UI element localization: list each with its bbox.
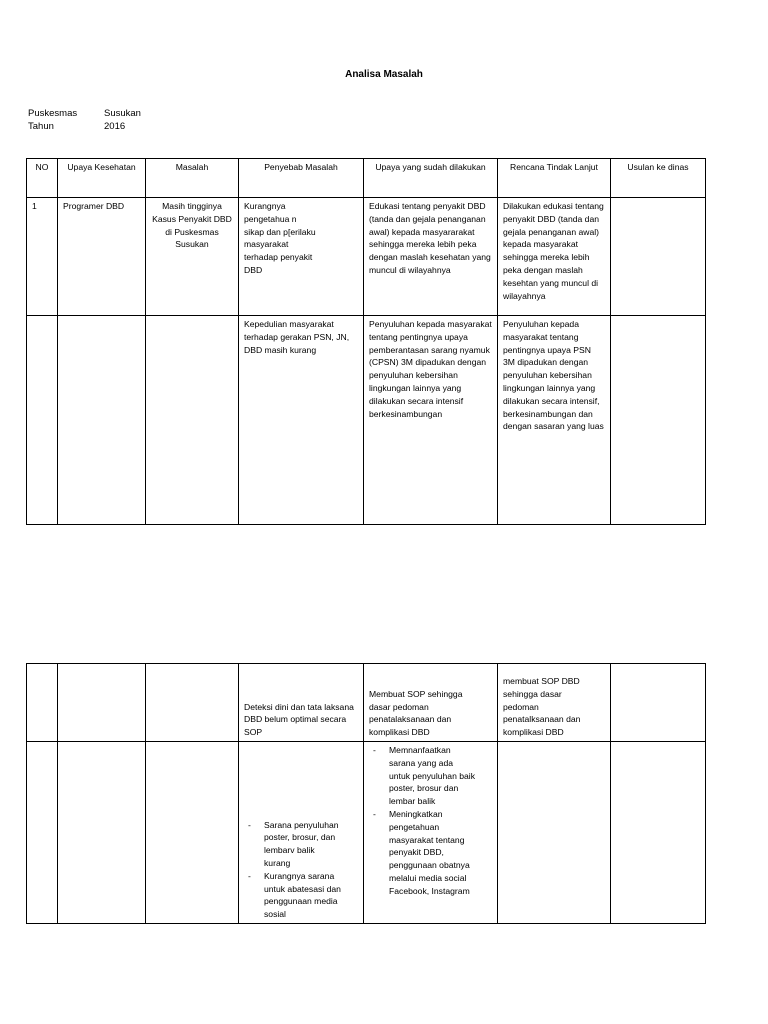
tahun-label: Tahun bbox=[28, 121, 54, 132]
table-row bbox=[27, 316, 706, 525]
cell-penyebab: Deteksi dini dan tata laksana DBD belum optimal secara SOP bbox=[239, 664, 364, 742]
cell-no bbox=[27, 316, 58, 525]
list-item: - Memnanfaatkan sarana yang ada untuk penyuluhan baik poster, brosur dan lembar balik bbox=[369, 744, 475, 808]
header-rencana-tindak-lanjut: Rencana Tindak Lanjut bbox=[498, 159, 611, 198]
list-item: - Meningkatkan pengetahuan masyarakat tentang penyakit DBD, penggunaan obatnya melalui media social Facebook, Instagram bbox=[369, 808, 475, 898]
table-header-row bbox=[27, 159, 706, 198]
header-masalah: Masalah bbox=[146, 159, 239, 198]
puskesmas-label: Puskesmas bbox=[28, 108, 78, 119]
analysis-table-continued bbox=[26, 663, 706, 924]
analysis-table bbox=[26, 158, 706, 525]
header-penyebab-masalah: Penyebab Masalah bbox=[239, 159, 364, 198]
upaya-sudah-list bbox=[369, 744, 475, 898]
header-upaya-kesehatan: Upaya Kesehatan bbox=[58, 159, 146, 198]
cell-usulan bbox=[611, 316, 706, 525]
puskesmas-value: Susukan bbox=[104, 108, 141, 119]
cell-upaya bbox=[58, 316, 146, 525]
table-row bbox=[27, 664, 706, 742]
header-no: NO bbox=[27, 159, 58, 198]
cell-masalah bbox=[146, 316, 239, 525]
list-item: - Kurangnya sarana untuk abatesasi dan penggunaan media sosial bbox=[244, 870, 341, 921]
cell-upaya-sudah: Edukasi tentang penyakit DBD (tanda dan gejala penanganan awal) kepada masyararakat sehingga mereka lebih peka dengan maslah kesehatan yang muncul di wilayahnya bbox=[364, 198, 498, 316]
cell-rencana: Dilakukan edukasi tentang penyakit DBD (tanda dan gejala penanganan awal) kepada masyarakat sehingga mereka lebih peka dengan maslah kesehtan yang muncul di wilayahnya bbox=[498, 198, 611, 316]
cell-no: 1 bbox=[27, 198, 58, 316]
cell-rencana: membuat SOP DBD sehingga dasar pedoman penatalksanaan dan komplikasi DBD bbox=[498, 664, 611, 742]
cell-upaya-sudah: Penyuluhan kepada masyarakat tentang pentingnya upaya pemberantasan sarang nyamuk (CPSN) 3M dipadukan dengan penyuluhan kebersihan lingkungan lainnya yang dilakukan secara intensif berkesinambungan bbox=[364, 316, 498, 525]
header-upaya-sudah: Upaya yang sudah dilakukan bbox=[364, 159, 498, 198]
cell-upaya-sudah bbox=[364, 742, 498, 924]
page-title: Analisa Masalah bbox=[345, 69, 423, 80]
cell-usulan bbox=[611, 198, 706, 316]
penyebab-list bbox=[244, 819, 341, 921]
cell-upaya: Programer DBD bbox=[58, 198, 146, 316]
cell-penyebab: Kepedulian masyarakat terhadap gerakan PSN, JN, DBD masih kurang bbox=[239, 316, 364, 525]
tahun-value: 2016 bbox=[104, 121, 126, 132]
cell-penyebab bbox=[239, 742, 364, 924]
table-row bbox=[27, 742, 706, 924]
cell-upaya-sudah: Membuat SOP sehingga dasar pedoman penatalaksanaan dan komplikasi DBD bbox=[364, 664, 498, 742]
cell-masalah: Masih tingginya Kasus Penyakit DBD di Puskesmas Susukan bbox=[146, 198, 239, 316]
header-usulan-ke-dinas: Usulan ke dinas bbox=[611, 159, 706, 198]
list-item: - Sarana penyuluhan poster, brosur, dan lembarv balik kurang bbox=[244, 819, 341, 870]
cell-penyebab: Kurangnya pengetahua n sikap dan p[erilaku masyarakat terhadap penyakit DBD bbox=[239, 198, 364, 316]
table-row bbox=[27, 198, 706, 316]
cell-rencana: Penyuluhan kepada masyarakat tentang pentingnya upaya PSN 3M dipadukan dengan penyuluhan kebersihan lingkungan lainnya yang dilakukan secara intensif, berkesinambungan dan dengan sasaran yang luas bbox=[498, 316, 611, 525]
